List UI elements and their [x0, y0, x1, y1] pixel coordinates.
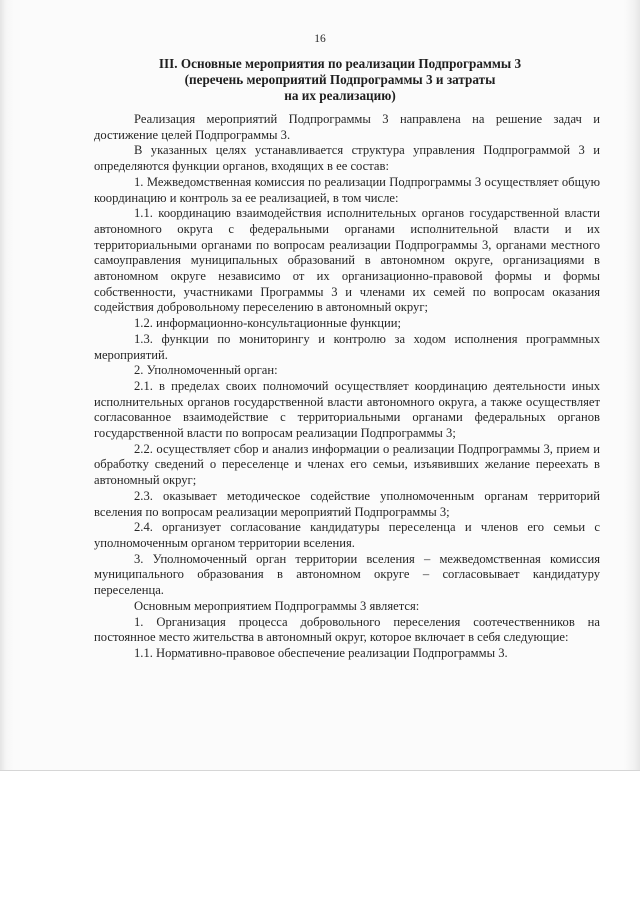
section-title-line: (перечень мероприятий Подпрограммы 3 и затраты	[184, 72, 496, 87]
paragraph: 1.3. функции по мониторингу и контролю за ходом исполнения программных мероприятий.	[94, 331, 600, 362]
paragraph: Основным мероприятием Подпрограммы 3 является:	[134, 598, 420, 613]
paragraph: 1.1. Нормативно-правовое обеспечение реализации Подпрограммы 3.	[134, 645, 508, 660]
paragraph: 2. Уполномоченный орган:	[134, 363, 278, 378]
paragraph: 2.3. оказывает методическое содействие уполномоченным органам территорий вселения по вопросам реализации мероприятий Подпрограммы 3;	[94, 488, 600, 519]
paragraph: 2.4. организует согласование кандидатуры переселенца и членов его семьи с уполномоченным органом территории вселения.	[94, 520, 600, 550]
section-title	[60, 56, 620, 104]
document-body	[94, 112, 600, 662]
paragraph: 1.2. информационно-консультационные функции;	[134, 316, 401, 331]
paragraph: 1. Межведомственная комиссия по реализации Подпрограммы 3 осуществляет общую координацию и контроль за ее реализацией, в том числе:	[94, 174, 600, 205]
paragraph: 2.2. осуществляет сбор и анализ информации о реализации Подпрограммы 3, прием и обработку сведений о переселенце и членах его семьи, изъявивших желание переехать в автономный округ;	[94, 441, 600, 488]
paragraph: 1.1. координацию взаимодействия исполнительных органов государственной власти автономного округа с федеральными органами исполнительной власти и их территориальными органами по вопросам реализации Подпрограммы 3, органами местного самоуправления муниципальных образований в автономном округе, организациями в автономном округе независимо от их организационно-правовой формы и формы собственности, участниками Программы 3 и членами их семей по вопросам оказания содействия добровольному переселению в автономный округ;	[94, 206, 600, 315]
paragraph: Реализация мероприятий Подпрограммы 3 направлена на решение задач и достижение целей Подпрограммы 3.	[94, 112, 600, 142]
paragraph: В указанных целях устанавливается структура управления Подпрограммой 3 и определяются функции органов, входящих в ее состав:	[94, 143, 600, 174]
page-number: 16	[314, 33, 326, 45]
paragraph: 3. Уполномоченный орган территории вселения – межведомственная комиссия муниципального образования в автономном округе – согласовывает кандидатуру переселенца.	[94, 551, 600, 598]
section-title-line: на их реализацию)	[284, 88, 396, 103]
paragraph: 1. Организация процесса добровольного переселения соотечественников на постоянное место жительства в автономный округ, которое включает в себя следующие:	[94, 614, 600, 645]
section-title-line: III. Основные мероприятия по реализации Подпрограммы 3	[158, 56, 522, 71]
paragraph: 2.1. в пределах своих полномочий осуществляет координацию деятельности иных исполнительных органов государственной власти автономного округа, а также осуществляет согласованное взаимодействие с территориальными органами федеральных органов государственной власти по вопросам реализации Подпрограммы 3;	[94, 378, 600, 441]
